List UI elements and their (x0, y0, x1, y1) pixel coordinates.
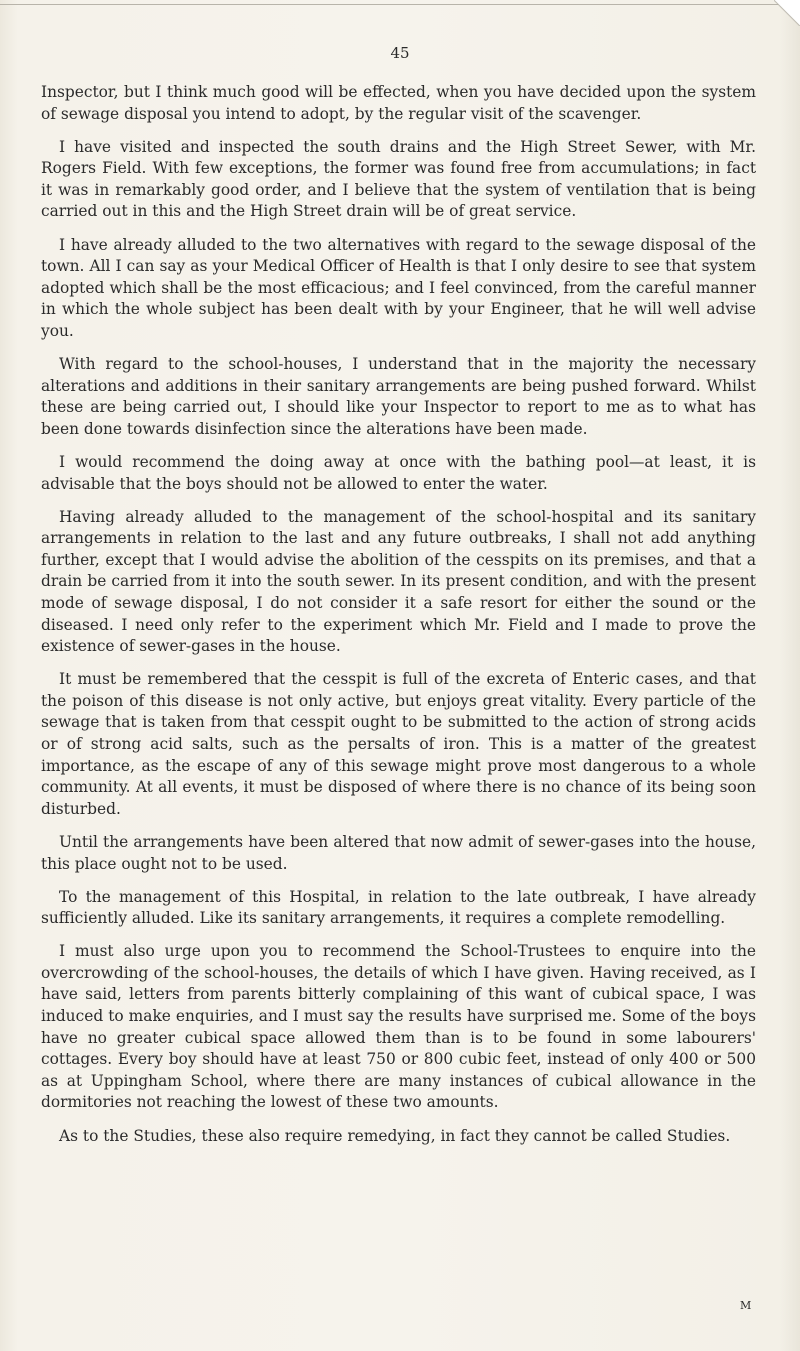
paragraph-4: With regard to the school-houses, I understand that in the majority the necessary alterations and additions in their sanitary arrangements are being pushed forward. Whilst these are being carried out, I should like your Inspector to report to me as to what has been done towards disinfection since the alterations have been made. (41, 355, 756, 438)
page-number: 45 (390, 44, 410, 62)
paragraph-3: I have already alluded to the two alternatives with regard to the sewage disposal of the town. All I can say as your Medical Officer of Health is that I only desire to see that system adopted which shall be the most efficacious; and I feel convinced, from the careful manner in which the whole subject has been dealt with by your Engineer, that he will well advise you. (41, 235, 756, 340)
paragraph-1: Inspector, but I think much good will be effected, when you have decided upon the system of sewage disposal you intend to adopt, by the regular visit of the scavenger. (41, 83, 756, 123)
paragraph-11: As to the Studies, these also require remedying, in fact they cannot be called Studies. (59, 1126, 731, 1145)
body-text (41, 82, 756, 1159)
paragraph-6: Having already alluded to the management of the school-hospital and its sanitary arrangements in relation to the last and any future outbreaks, I shall not add anything further, except that I would advise the abolition of the cesspits on its premises, and that a drain be carried from it into the south sewer. In its present condition, and with the present mode of sewage disposal, I do not consider it a safe resort for either the sound or the diseased. I need only refer to the experiment which Mr. Field and I made to prove the existence of sewer-gases in the house. (41, 507, 756, 656)
paragraph-5: I would recommend the doing away at once with the bathing pool—at least, it is advisable that the boys should not be allowed to enter the water. (41, 452, 756, 493)
paragraph-8: Until the arrangements have been altered that now admit of sewer-gases into the house, this place ought not to be used. (41, 832, 756, 873)
paragraph-2: I have visited and inspected the south drains and the High Street Sewer, with Mr. Rogers Field. With few exceptions, the former was found free from accumulations; in fact it was in remarkably good order, and I believe that the system of ventilation that is being carried out in this and the High Street drain will be of great service. (41, 137, 756, 221)
paragraph-9: To the management of this Hospital, in relation to the late outbreak, I have already sufficiently alluded. Like its sanitary arrangements, it requires a complete remodelling. (41, 887, 756, 928)
paragraph-7: It must be remembered that the cesspit is full of the excreta of Enteric cases, and that the poison of this disease is not only active, but enjoys great vitality. Every particle of the sewage that is taken from that cesspit ought to be submitted to the action of strong acids or of strong acid salts, such as the persalts of iron. This is a matter of the greatest importance, as the escape of any of this sewage might prove most dangerous to a whole community. At all events, it must be disposed of where there is no chance of its being soon disturbed. (41, 670, 756, 818)
page-corner-fold (774, 0, 800, 26)
paragraph-10: I must also urge upon you to recommend the School-Trustees to enquire into the overcrowding of the school-houses, the details of which I have given. Having received, as I have said, letters from parents bitterly complaining of this want of cubical space, I was induced to make enquiries, and I must say the results have surprised me. Some of the boys have no greater cubical space allowed them than is to be found in some labourers' cottages. Every boy should have at least 750 or 800 cubic feet, instead of only 400 or 500 as at Uppingham School, where there are many instances of cubical allowance in the dormitories not reaching the lowest of these two amounts. (41, 942, 756, 1112)
printer-signature-mark: M (740, 1299, 752, 1312)
page-edge-line (0, 4, 790, 5)
